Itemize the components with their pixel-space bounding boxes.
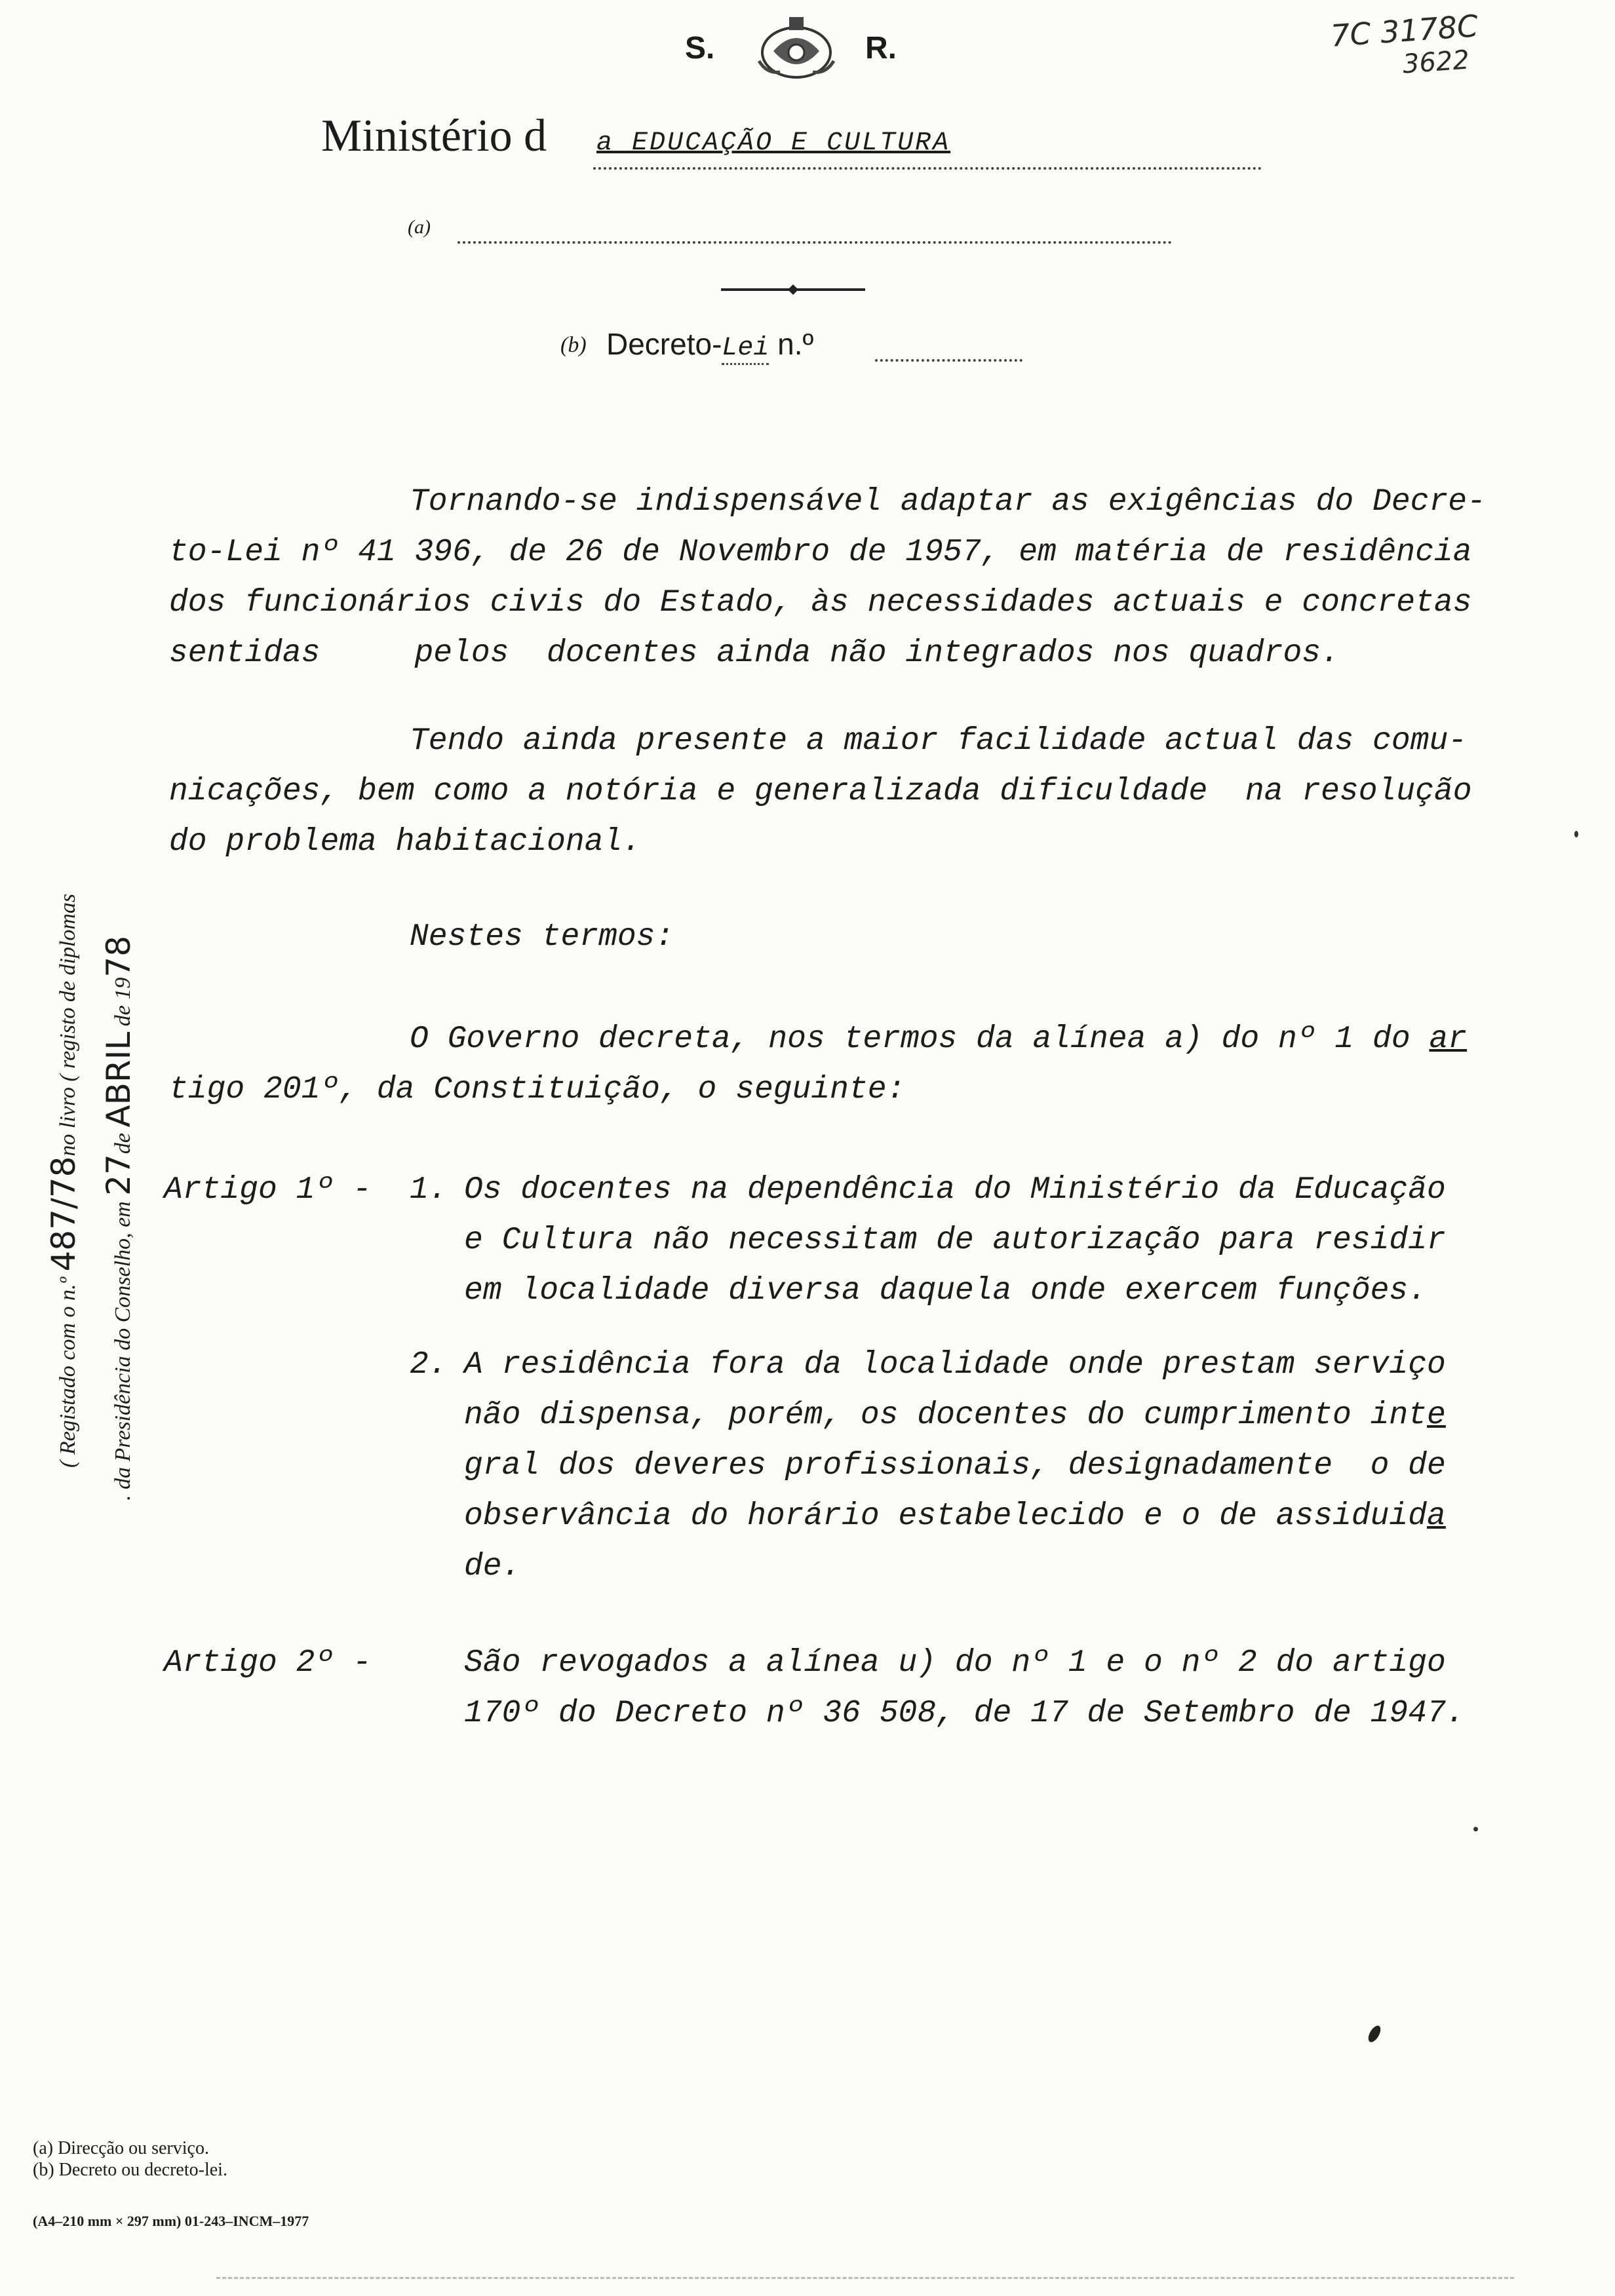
speck xyxy=(1574,831,1578,837)
decree-number-label: n.º xyxy=(769,327,814,361)
ornament-divider xyxy=(721,282,865,297)
header-r: R. xyxy=(865,31,897,66)
ministry-name: a EDUCAÇÃO E CULTURA xyxy=(596,128,951,158)
article-1-n2-line-1: A residência fora da localidade onde prestam serviço xyxy=(464,1347,1446,1383)
side-line-2-handwritten-year: 78 xyxy=(100,935,138,978)
footnote-b: (b) Decreto ou decreto-lei. xyxy=(33,2160,227,2180)
article-1-n2-line-3: gral dos deveres profissionais, designadamente o de xyxy=(464,1448,1446,1483)
article-2-line-1: São revogados a alínea u) do nº 1 e o nº 2 do artigo xyxy=(464,1645,1446,1681)
article-1-n1-line-2: e Cultura não necessitam de autorização para residir xyxy=(464,1223,1446,1258)
article-1-number-2: 2. xyxy=(410,1347,448,1383)
paragraph-4-line-1-text: O Governo decreta, nos termos da alínea a) do nº 1 do xyxy=(410,1022,1430,1057)
form-code: (A4–210 mm × 297 mm) 01-243–INCM–1977 xyxy=(33,2213,309,2229)
article-1-n2-line-2-text: não dispensa, porém, os docentes do cumprimento int xyxy=(464,1398,1428,1433)
article-1-label: Artigo 1º - xyxy=(164,1172,372,1208)
side-line-1-handwritten: 487/78 xyxy=(45,1156,83,1272)
paragraph-4-line-2: tigo 201º, da Constituição, o seguinte: xyxy=(169,1072,906,1107)
article-1-n1-line-3: em localidade diversa daquela onde exercem funções. xyxy=(464,1273,1428,1309)
coat-of-arms-emblem xyxy=(747,12,846,84)
article-1-n2-line-2-underlined: e xyxy=(1427,1398,1446,1433)
speck xyxy=(1473,1827,1478,1831)
article-1-n2-line-4 xyxy=(464,1491,1446,1542)
paragraph-4-line-1-underlined: ar xyxy=(1429,1022,1468,1057)
side-line-1-text-a: ( Registado com o n.º xyxy=(56,1271,80,1468)
side-registration-line-2 xyxy=(100,936,138,1501)
article-1-n1-line-1: Os docentes na dependência do Ministério da Educação xyxy=(464,1172,1446,1208)
paragraph-1-line-3: dos funcionários civis do Estado, às necessidades actuais e concretas xyxy=(169,585,1472,621)
ink-mark xyxy=(1366,2023,1383,2044)
article-1-n2-line-5: de. xyxy=(464,1549,521,1584)
paragraph-4-line-1 xyxy=(410,1014,1467,1065)
article-1-n2-line-2 xyxy=(464,1390,1446,1441)
side-line-2-text-a: . da Presidência do Conselho, em xyxy=(111,1195,135,1501)
decree-title xyxy=(606,326,813,363)
header-s: S. xyxy=(685,31,715,66)
article-2-label: Artigo 2º - xyxy=(164,1645,372,1681)
decree-number-dotted-line xyxy=(875,359,1022,362)
field-a-dotted-line xyxy=(457,241,1172,244)
ministry-label: Ministério d xyxy=(321,111,547,161)
paragraph-1-line-4: sentidas pelos docentes ainda não integrados nos quadros. xyxy=(169,636,1340,671)
paragraph-2-line-3: do problema habitacional. xyxy=(169,824,642,860)
article-1-n2-line-4-text: observância do horário estabelecido e o de assiduid xyxy=(464,1499,1428,1534)
paragraph-1-line-1: Tornando-se indispensável adaptar as exigências do Decre- xyxy=(410,484,1486,520)
paragraph-2-line-1: Tendo ainda presente a maior facilidade actual das comu- xyxy=(410,723,1468,759)
article-1-number-1: 1. xyxy=(410,1172,448,1208)
paragraph-1-line-2: to-Lei nº 41 396, de 26 de Novembro de 1957, em matéria de residência xyxy=(169,535,1472,570)
paragraph-3: Nestes termos: xyxy=(410,919,674,955)
handwritten-reference-1: 7C 3178C xyxy=(1329,8,1479,54)
field-a-label: (a) xyxy=(408,216,431,238)
article-2-line-2: 170º do Decreto nº 36 508, de 17 de Setembro de 1947. xyxy=(464,1696,1465,1731)
side-line-2-text-c: de 19 xyxy=(111,977,135,1032)
ministry-dotted-line xyxy=(593,167,1262,170)
side-line-1-text-b: no livro ( registo de diplomas xyxy=(56,893,80,1157)
paragraph-2-line-2: nicações, bem como a notória e generalizada dificuldade na resolução xyxy=(169,774,1472,809)
decree-lei: Lei xyxy=(722,334,769,365)
decree-label: Decreto- xyxy=(606,327,722,361)
article-1-n2-line-4-underlined: a xyxy=(1427,1499,1446,1534)
footnote-a: (a) Direcção ou serviço. xyxy=(33,2138,209,2158)
side-line-2-text-b: de xyxy=(111,1127,135,1155)
handwritten-reference-2: 3622 xyxy=(1401,45,1471,80)
side-registration-line-1 xyxy=(45,894,83,1468)
field-b-label: (b) xyxy=(560,333,587,357)
side-line-2-handwritten-month: ABRIL xyxy=(100,1031,138,1128)
side-line-2-handwritten-day: 27 xyxy=(100,1154,138,1196)
bottom-edge-artifact xyxy=(216,2277,1514,2279)
